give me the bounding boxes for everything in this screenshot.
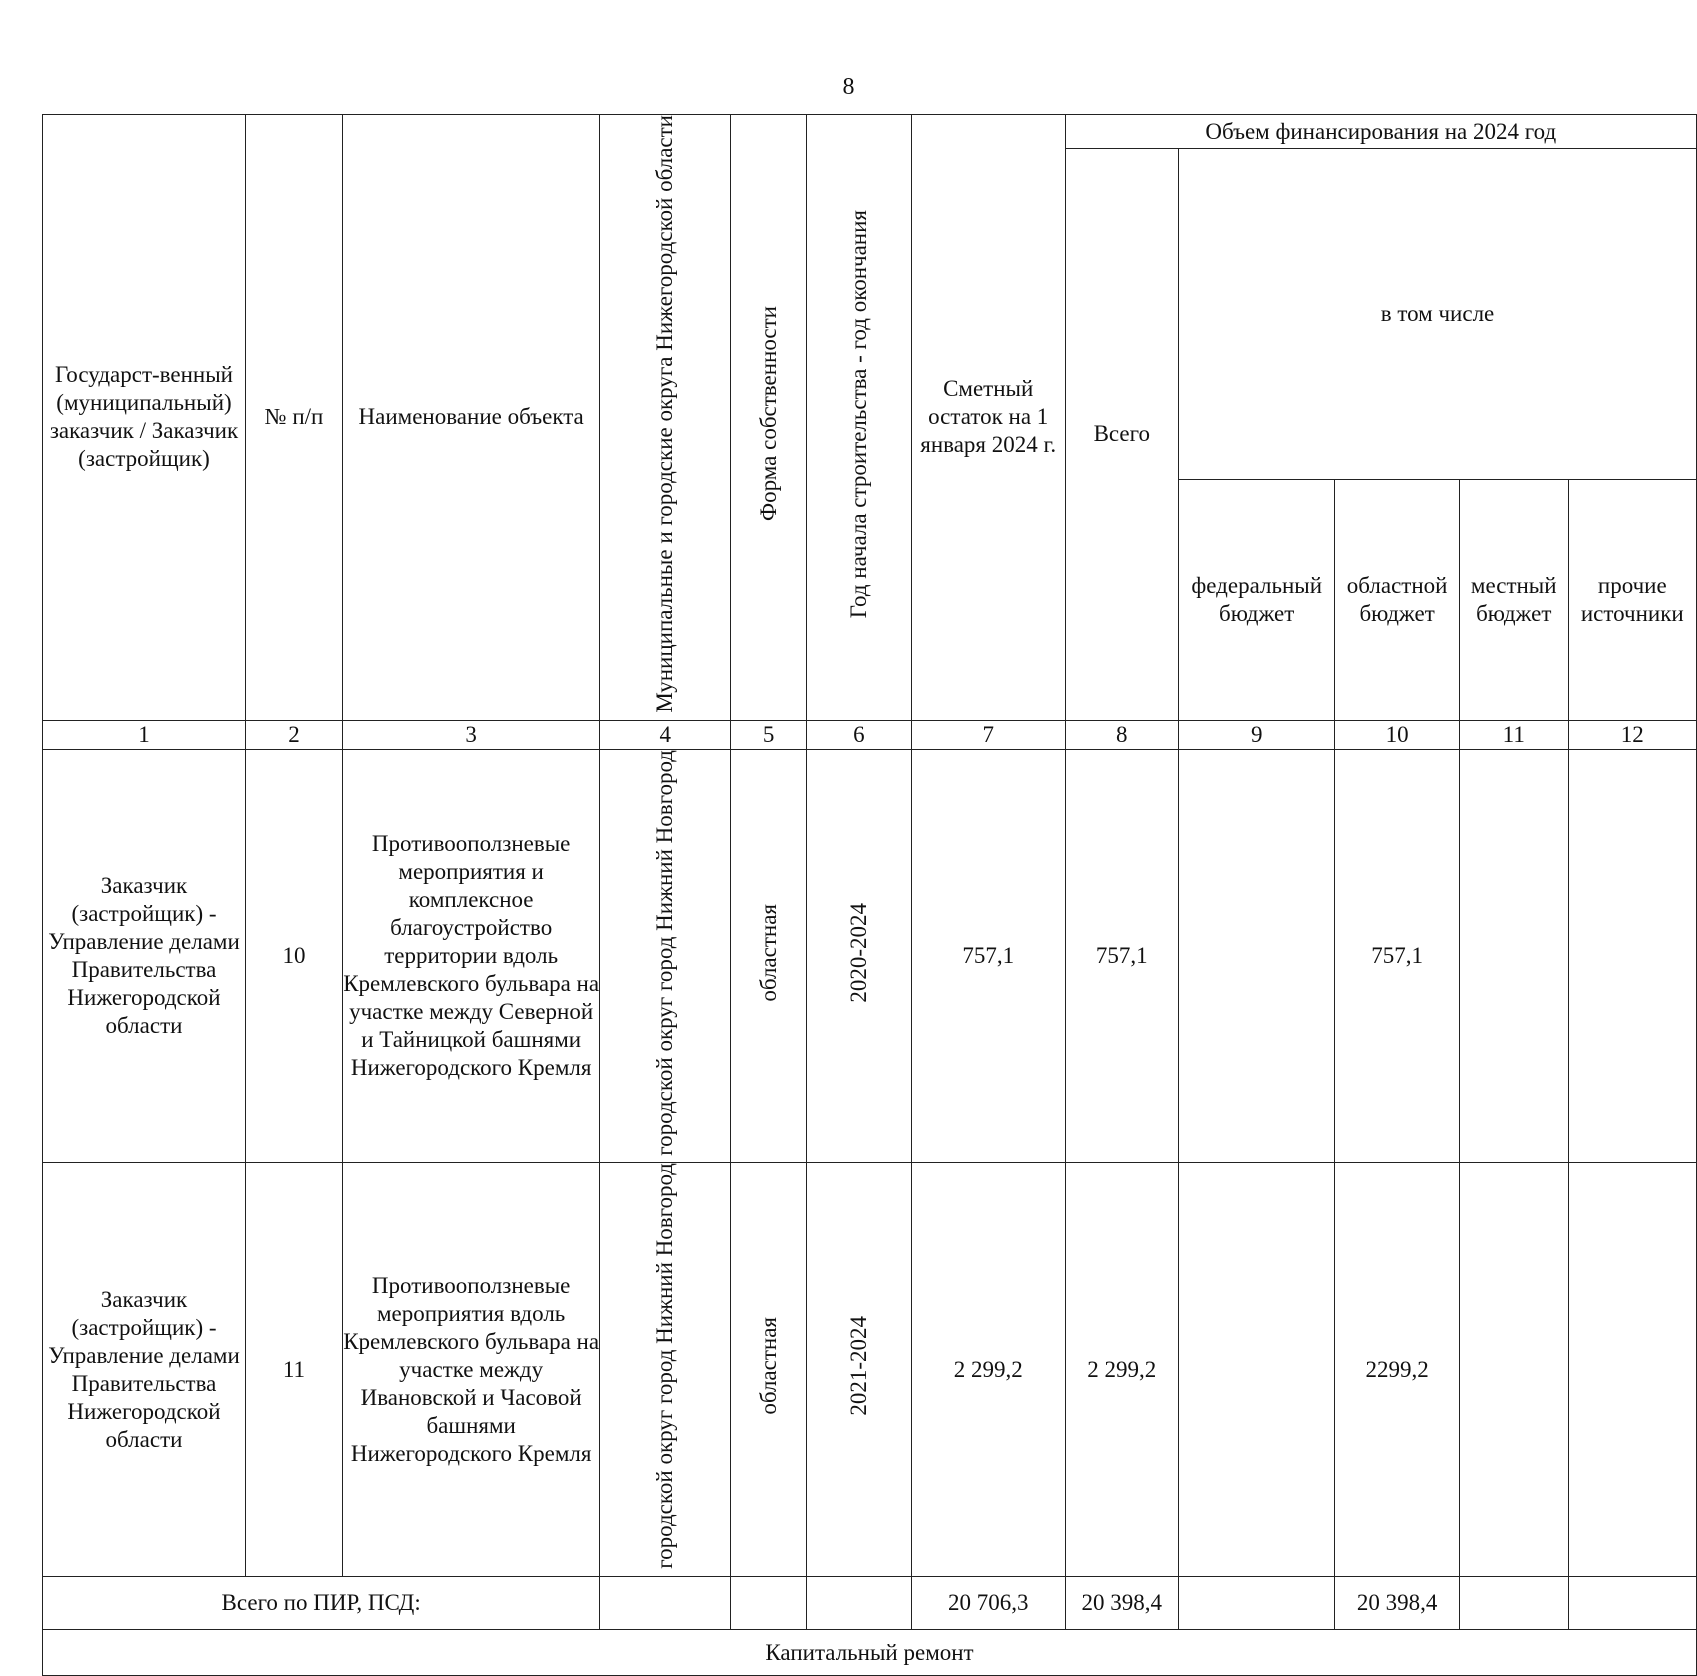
row-years-cell <box>806 1163 911 1577</box>
header-financing: Объем финансирования на 2024 год <box>1065 115 1697 149</box>
section-row <box>43 1630 1697 1676</box>
row-years: 2020-2024 <box>845 902 871 1003</box>
row-municipal: городской округ город Нижний Новгород <box>652 749 678 1156</box>
header-years: Год начала строительства - год окончания <box>845 209 871 618</box>
column-number: 3 <box>343 720 600 749</box>
totals-local <box>1459 1577 1568 1630</box>
totals-federal <box>1179 1577 1335 1630</box>
totals-total: 20 398,4 <box>1065 1577 1179 1630</box>
row-municipal: городской округ город Нижний Новгород <box>652 1163 678 1570</box>
header-ownership: Форма собственности <box>755 306 781 522</box>
header-customer: Государст-венный (муниципальный) заказчик / Заказчик (застройщик) <box>43 115 246 721</box>
column-number: 9 <box>1179 720 1335 749</box>
column-number: 2 <box>245 720 342 749</box>
column-number: 8 <box>1065 720 1179 749</box>
row-remaining: 2 299,2 <box>911 1163 1065 1577</box>
row-ownership-cell <box>731 1163 807 1577</box>
row-federal <box>1179 749 1335 1163</box>
column-number: 5 <box>731 720 807 749</box>
row-total: 2 299,2 <box>1065 1163 1179 1577</box>
totals-row <box>43 1577 1697 1630</box>
header-total: Всего <box>1065 149 1179 721</box>
column-number: 10 <box>1335 720 1460 749</box>
header-municipal: Муниципальные и городские округа Нижегородской области <box>652 115 678 713</box>
header-remaining: Сметный остаток на 1 января 2024 г. <box>911 115 1065 721</box>
header-other: прочие источники <box>1568 479 1696 720</box>
table-row <box>43 1163 1697 1577</box>
header-years-cell <box>806 115 911 721</box>
totals-label: Всего по ПИР, ПСД: <box>43 1577 600 1630</box>
financing-table <box>42 114 1697 1676</box>
table-row <box>43 749 1697 1163</box>
totals-empty-cell <box>600 1577 731 1630</box>
header-regional: областной бюджет <box>1335 479 1460 720</box>
header-object-name: Наименование объекта <box>343 115 600 721</box>
column-number: 12 <box>1568 720 1696 749</box>
row-ownership: областная <box>755 903 781 1002</box>
row-municipal-cell <box>600 1163 731 1577</box>
row-customer: Заказчик (застройщик) - Управление делами Правительства Нижегородской области <box>43 749 246 1163</box>
row-object-name: Противооползневые мероприятия и комплексное благоустройство территории вдоль Кремлевского бульвара на участке между Северной и Тайницкой башнями Нижегородского Кремля <box>343 749 600 1163</box>
row-object-name: Противооползневые мероприятия вдоль Кремлевского бульвара на участке между Ивановской и Часовой башнями Нижегородского Кремля <box>343 1163 600 1577</box>
header-num: № п/п <box>245 115 342 721</box>
row-years: 2021-2024 <box>845 1316 871 1417</box>
header-row-1 <box>43 115 1697 149</box>
totals-remaining: 20 706,3 <box>911 1577 1065 1630</box>
column-number: 1 <box>43 720 246 749</box>
section-title: Капитальный ремонт <box>43 1630 1697 1676</box>
row-num: 11 <box>245 1163 342 1577</box>
row-regional: 2299,2 <box>1335 1163 1460 1577</box>
totals-regional: 20 398,4 <box>1335 1577 1460 1630</box>
column-number: 4 <box>600 720 731 749</box>
header-including: в том числе <box>1179 149 1697 480</box>
header-municipal-cell <box>600 115 731 721</box>
row-other <box>1568 749 1696 1163</box>
row-local <box>1459 1163 1568 1577</box>
column-number: 11 <box>1459 720 1568 749</box>
row-ownership: областная <box>755 1317 781 1416</box>
row-regional: 757,1 <box>1335 749 1460 1163</box>
header-ownership-cell <box>731 115 807 721</box>
header-federal: федеральный бюджет <box>1179 479 1335 720</box>
column-number-row <box>43 720 1697 749</box>
column-number: 6 <box>806 720 911 749</box>
row-other <box>1568 1163 1696 1577</box>
page-number: 8 <box>842 74 855 100</box>
row-local <box>1459 749 1568 1163</box>
row-remaining: 757,1 <box>911 749 1065 1163</box>
totals-empty-cell <box>806 1577 911 1630</box>
totals-other <box>1568 1577 1696 1630</box>
totals-empty-cell <box>731 1577 807 1630</box>
row-num: 10 <box>245 749 342 1163</box>
row-total: 757,1 <box>1065 749 1179 1163</box>
column-number: 7 <box>911 720 1065 749</box>
row-years-cell <box>806 749 911 1163</box>
row-customer: Заказчик (застройщик) - Управление делами Правительства Нижегородской области <box>43 1163 246 1577</box>
row-municipal-cell <box>600 749 731 1163</box>
row-ownership-cell <box>731 749 807 1163</box>
row-federal <box>1179 1163 1335 1577</box>
header-local: местный бюджет <box>1459 479 1568 720</box>
